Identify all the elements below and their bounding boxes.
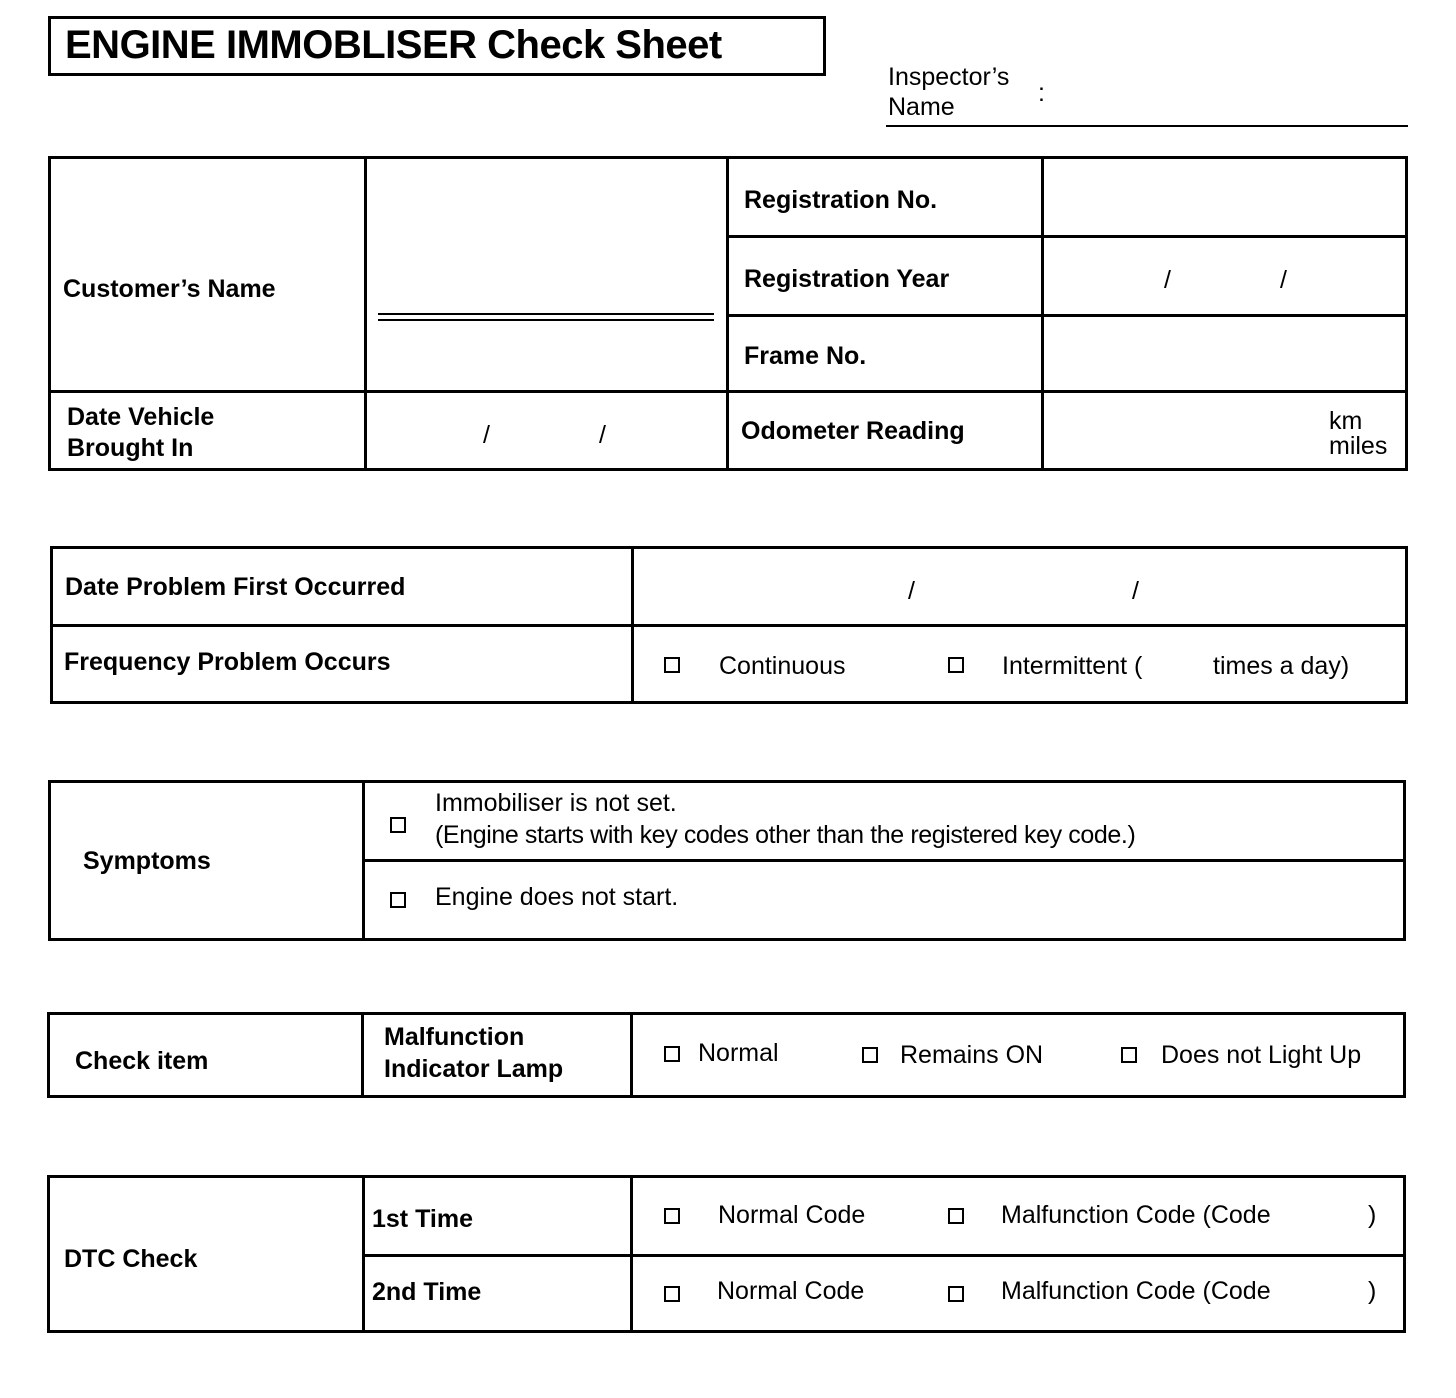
immobiliser-not-set-detail: (Engine starts with key codes other than the registered key code.) [435,821,1136,849]
mil-normal-checkbox[interactable] [664,1046,680,1062]
date-brought-label: Date Vehicle [67,403,215,431]
times-a-day-label: times a day) [1213,652,1350,680]
date-brought-field[interactable] [367,393,726,468]
mil-remains-on-checkbox[interactable] [862,1047,878,1063]
customer-name-field[interactable] [378,313,714,323]
date-brought-label-2: Brought In [67,434,194,462]
symptoms-label: Symptoms [83,847,211,875]
date-separator: / [1164,266,1171,294]
date-separator: / [483,421,490,449]
date-separator: / [599,421,606,449]
frame-no-field[interactable] [1044,317,1404,390]
unit-miles: miles [1329,432,1388,460]
first-normal-code-checkbox[interactable] [664,1208,680,1224]
inspector-label-2: Name [888,93,955,121]
title-box [48,16,826,76]
date-first-occurred-field[interactable] [634,549,1405,624]
first-close-paren: ) [1368,1201,1377,1229]
continuous-checkbox[interactable] [664,657,680,673]
second-close-paren: ) [1368,1277,1377,1305]
odometer-label: Odometer Reading [741,417,965,445]
immobiliser-not-set-label: Immobiliser is not set. [435,789,677,817]
mil-remains-on-label: Remains ON [900,1041,1044,1069]
inspector-name-field[interactable] [886,125,1408,127]
frame-no-label: Frame No. [744,342,867,370]
engine-not-start-label: Engine does not start. [435,883,679,911]
second-normal-code-label: Normal Code [717,1277,865,1305]
engine-not-start-checkbox[interactable] [390,892,406,908]
date-separator: / [1280,266,1287,294]
registration-no-field[interactable] [1044,159,1404,235]
dtc-check-label: DTC Check [64,1245,198,1273]
registration-no-label: Registration No. [744,186,938,214]
check-item-label: Check item [75,1047,209,1075]
mil-not-light-label: Does not Light Up [1161,1041,1362,1069]
date-first-occurred-label: Date Problem First Occurred [65,573,406,601]
immobiliser-not-set-checkbox[interactable] [390,817,406,833]
odometer-field[interactable] [1044,393,1404,468]
unit-km: km [1329,407,1363,435]
second-normal-code-checkbox[interactable] [664,1286,680,1302]
intermittent-checkbox[interactable] [948,657,964,673]
frequency-label: Frequency Problem Occurs [64,648,391,676]
continuous-label: Continuous [719,652,846,680]
intermittent-label: Intermittent ( [1002,652,1143,680]
registration-year-field[interactable] [1044,238,1404,314]
mil-label: Malfunction [384,1023,525,1051]
second-malfunction-code-label: Malfunction Code (Code [1001,1277,1271,1305]
dtc-first-time-label: 1st Time [372,1205,473,1233]
first-malfunction-code-checkbox[interactable] [948,1208,964,1224]
inspector-label: Inspector’s [888,63,1010,91]
registration-year-label: Registration Year [744,265,950,293]
second-malfunction-code-checkbox[interactable] [948,1286,964,1302]
customer-name-label: Customer’s Name [63,275,276,303]
first-normal-code-label: Normal Code [718,1201,866,1229]
date-separator: / [1132,577,1139,605]
mil-normal-label: Normal [698,1039,779,1067]
dtc-second-time-label: 2nd Time [372,1278,482,1306]
first-malfunction-code-label: Malfunction Code (Code [1001,1201,1271,1229]
page-title: ENGINE IMMOBLISER Check Sheet [65,23,722,67]
mil-label-2: Indicator Lamp [384,1055,564,1083]
date-separator: / [908,577,915,605]
mil-not-light-checkbox[interactable] [1121,1047,1137,1063]
inspector-colon: : [1038,79,1045,107]
